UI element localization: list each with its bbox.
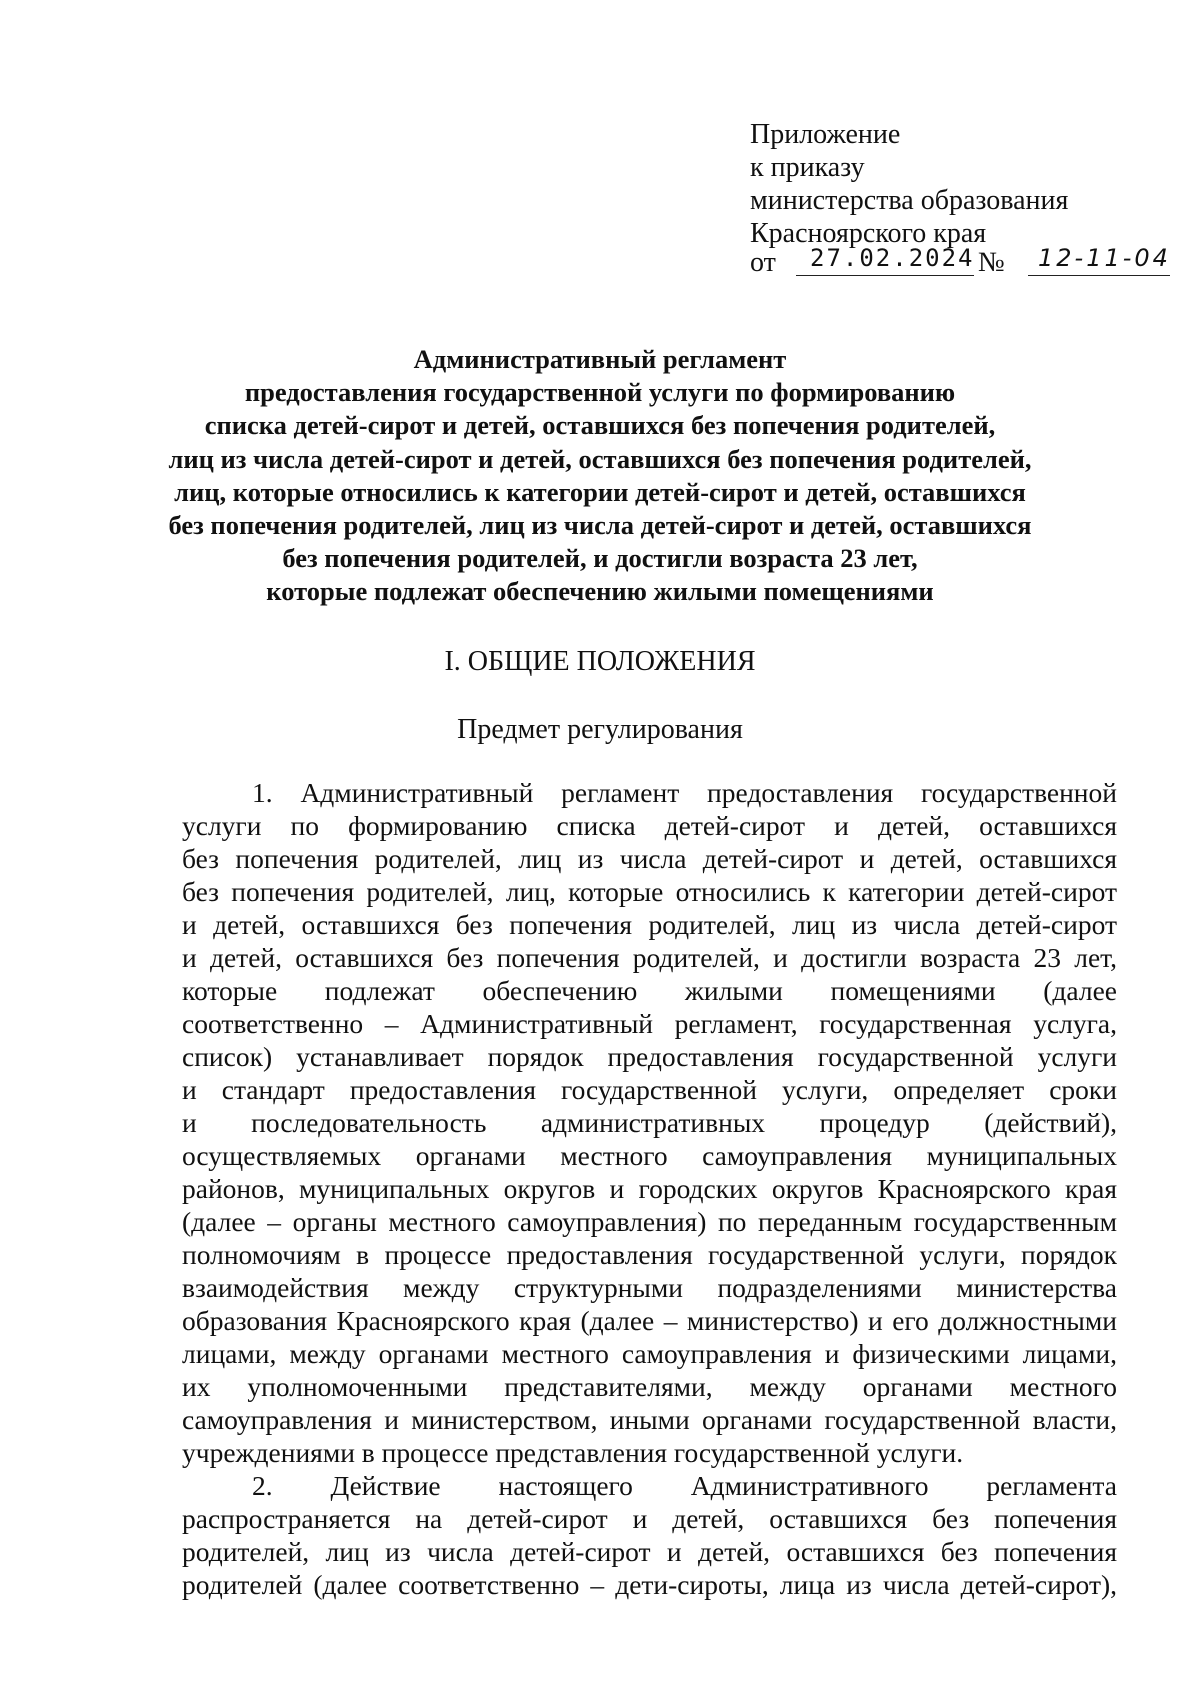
title-line: лиц, которые относились к категории детей-сирот и детей, оставшихся <box>174 476 1026 507</box>
title-line: Административный регламент <box>413 344 787 374</box>
title-line: без попечения родителей, лиц из числа детей-сирот и детей, оставшихся <box>168 510 1032 541</box>
title-line: списка детей-сирот и детей, оставшихся без попечения родителей, <box>204 410 996 441</box>
paragraph-line: (далее – органы местного самоуправления) по переданным государственным <box>182 1206 1117 1237</box>
paragraph-line: без попечения родителей, лиц, которые относились к категории детей-сирот <box>182 876 1117 907</box>
appendix-header <box>750 118 1068 250</box>
paragraph-line: самоуправления и министерством, иными органами государственной власти, <box>182 1404 1117 1435</box>
title-line: без попечения родителей, и достигли возраста 23 лет, <box>282 543 918 574</box>
paragraph-line: районов, муниципальных округов и городских округов Красноярского края <box>182 1173 1117 1204</box>
paragraph-1 <box>182 776 1117 1469</box>
paragraph-2 <box>182 1469 1117 1601</box>
title-line: предоставления государственной услуги по формированию <box>244 377 956 408</box>
paragraph-line: родителей (далее соответственно – дети-сироты, лица из числа детей-сирот), <box>182 1569 1117 1600</box>
subsection-heading: Предмет регулирования <box>457 714 743 745</box>
paragraph-line: и последовательность административных процедур (действий), <box>182 1107 1117 1138</box>
paragraph-line: взаимодействия между структурными подразделениями министерства <box>182 1272 1117 1303</box>
paragraph-line: которые подлежат обеспечению жилыми помещениями (далее <box>182 975 1117 1006</box>
order-prefix: от <box>750 247 776 278</box>
appendix-line: министерства образования <box>750 185 1069 216</box>
paragraph-line: их уполномоченными представителями, между органами местного <box>182 1371 1117 1402</box>
paragraph-line: лицами, между органами местного самоуправления и физическими лицами, <box>182 1338 1117 1369</box>
paragraph-line: учреждениями в процессе представления государственной услуги. <box>182 1437 964 1468</box>
paragraph-line: без попечения родителей, лиц из числа детей-сирот и детей, оставшихся <box>182 843 1117 874</box>
document-title <box>150 343 1050 609</box>
title-line: которые подлежат обеспечению жилыми помещениями <box>266 576 934 607</box>
paragraph-line: и стандарт предоставления государственной услуги, определяет сроки <box>182 1074 1117 1105</box>
paragraph-line: полномочиям в процессе предоставления государственной услуги, порядок <box>182 1239 1117 1270</box>
paragraph-line: и детей, оставшихся без попечения родителей, и достигли возраста 23 лет, <box>182 942 1117 973</box>
paragraph-line: 2. Действие настоящего Административного регламента <box>252 1470 1117 1501</box>
order-number-label: № <box>978 247 1005 278</box>
order-date: 27.02.2024 <box>796 242 974 276</box>
appendix-line: Приложение <box>750 119 901 150</box>
title-line: лиц из числа детей-сирот и детей, оставшихся без попечения родителей, <box>168 443 1032 474</box>
paragraph-line: список) устанавливает порядок предоставления государственной услуги <box>182 1041 1117 1072</box>
paragraph-line: соответственно – Административный регламент, государственная услуга, <box>182 1008 1117 1039</box>
paragraph-line: услуги по формированию списка детей-сирот и детей, оставшихся <box>182 810 1117 841</box>
section-heading: I. ОБЩИЕ ПОЛОЖЕНИЯ <box>444 646 756 677</box>
paragraph-line: родителей, лиц из числа детей-сирот и детей, оставшихся без попечения <box>182 1536 1117 1567</box>
order-number: 12-11-04 <box>1028 242 1170 276</box>
paragraph-line: 1. Административный регламент предоставления государственной <box>252 777 1117 808</box>
appendix-line: к приказу <box>750 152 865 183</box>
paragraph-line: и детей, оставшихся без попечения родителей, лиц из числа детей-сирот <box>182 909 1117 940</box>
paragraph-line: образования Красноярского края (далее – министерство) и его должностными <box>182 1305 1117 1336</box>
paragraph-line: осуществляемых органами местного самоуправления муниципальных <box>182 1140 1117 1171</box>
appendix-line: Красноярского края <box>750 218 987 249</box>
paragraph-line: распространяется на детей-сирот и детей, оставшихся без попечения <box>182 1503 1117 1534</box>
